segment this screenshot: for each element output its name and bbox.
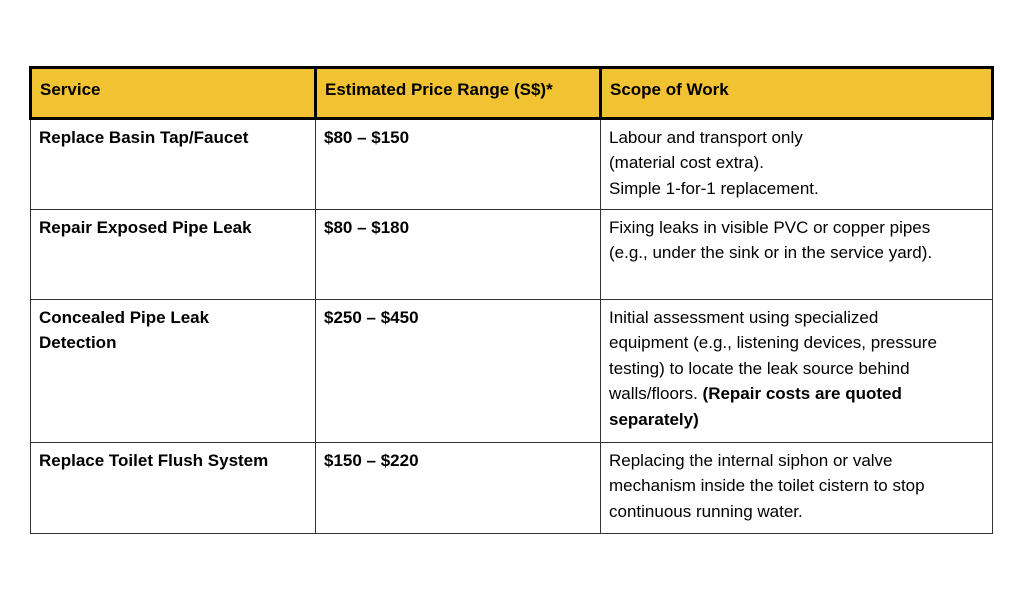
price-cell: $80 – $150 [316,118,601,209]
table-row [31,118,993,209]
scope-line: continuous running water. [609,501,803,521]
scope-line: Simple 1-for-1 replacement. [609,178,819,198]
scope-line: testing) to locate the leak source behind [609,358,910,378]
price-cell: $80 – $180 [316,209,601,299]
scope-line: Initial assessment using specialized [609,307,879,327]
service-cell: Repair Exposed Pipe Leak [31,209,316,299]
scope-line: (material cost extra). [609,153,764,172]
scope-cell [601,118,993,209]
scope-line: Labour and transport only [609,127,803,147]
header-scope-of-work: Scope of Work [601,68,993,119]
service-price-table [29,66,994,534]
scope-cell [601,442,993,533]
scope-line: Fixing leaks in visible PVC or copper pipes [609,217,931,237]
scope-cell [601,209,993,299]
table-header-row [31,68,993,119]
service-cell: Replace Basin Tap/Faucet [31,118,316,209]
repair-cost-note-end: separately) [609,409,699,429]
table-row [31,442,993,533]
scope-cell [601,299,993,442]
header-service: Service [31,68,316,119]
scope-line: mechanism inside the toilet cistern to stop [609,476,925,495]
scope-line: Replacing the internal siphon or valve [609,450,893,470]
table-row [31,299,993,442]
price-cell: $250 – $450 [316,299,601,442]
table-row [31,209,993,299]
service-line: Detection [39,333,117,352]
price-cell: $150 – $220 [316,442,601,533]
scope-line [609,381,984,407]
repair-cost-note: (Repair costs are quoted [702,384,902,403]
service-cell [31,299,316,442]
service-line: Concealed Pipe Leak [39,307,210,327]
header-price-range: Estimated Price Range (S$)* [316,68,601,119]
service-cell: Replace Toilet Flush System [31,442,316,533]
scope-line: equipment (e.g., listening devices, pressure [609,333,937,352]
scope-line: (e.g., under the sink or in the service yard). [609,243,933,262]
scope-text: walls/floors. [609,384,703,403]
